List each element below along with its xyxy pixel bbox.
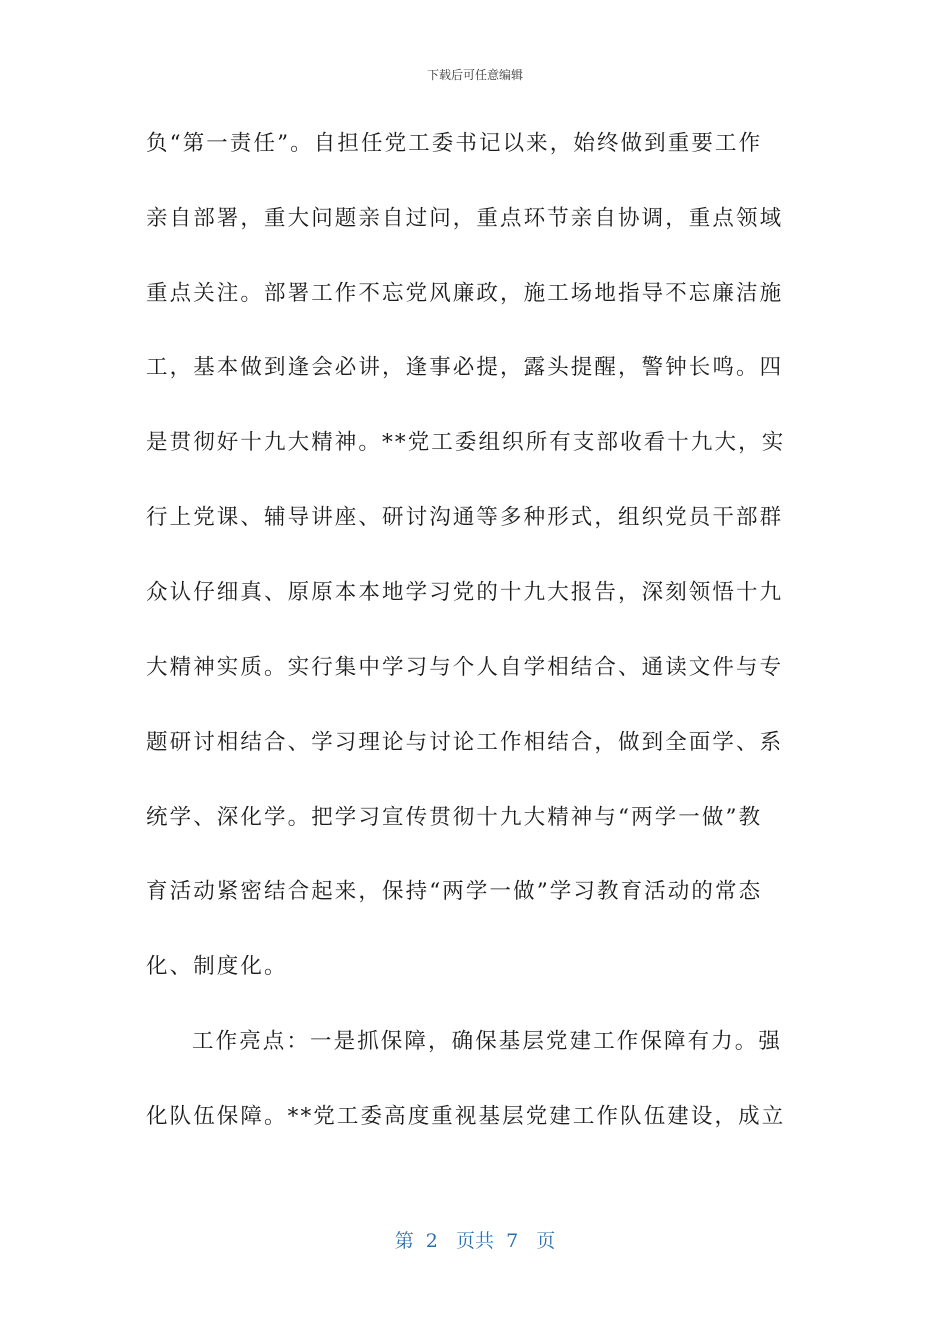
body-line: 育活动紧密结合起来，保持“两学一做”学习教育活动的常态 — [146, 879, 763, 904]
body-line: 题研讨相结合、学习理论与讨论工作相结合，做到全面学、系 — [146, 730, 784, 755]
body-line: 重点关注。部署工作不忘党风廉政，施工场地指导不忘廉洁施 — [146, 281, 784, 306]
page-header: 下载后可任意编辑 — [426, 68, 523, 82]
paragraph-first-line: 工作亮点：一是抓保障，确保基层党建工作保障有力。强 — [192, 1029, 783, 1054]
body-line: 行上党课、辅导讲座、研讨沟通等多种形式，组织党员干部群 — [146, 505, 784, 530]
body-line: 亲自部署，重大问题亲自过问，重点环节亲自协调，重点领域 — [146, 206, 784, 231]
body-line: 统学、深化学。把学习宣传贯彻十九大精神与“两学一做”教 — [146, 805, 763, 830]
body-line: 工，基本做到逢会必讲，逢事必提，露头提醒，警钟长鸣。四 — [146, 355, 784, 380]
body-line: 化队伍保障。**党工委高度重视基层党建工作队伍建设，成立 — [146, 1104, 786, 1129]
body-line: 大精神实质。实行集中学习与个人自学相结合、通读文件与专 — [146, 655, 784, 680]
body-line: 是贯彻好十九大精神。**党工委组织所有支部收看十九大，实 — [146, 430, 786, 455]
body-line: 众认仔细真、原原本本地学习党的十九大报告，深刻领悟十九 — [146, 580, 784, 605]
body-line: 化、制度化。 — [146, 954, 288, 979]
body-line: 负“第一责任”。自担任党工委书记以来，始终做到重要工作 — [146, 131, 763, 156]
page-number-footer: 第 2 页共 7 页 — [394, 1230, 556, 1252]
